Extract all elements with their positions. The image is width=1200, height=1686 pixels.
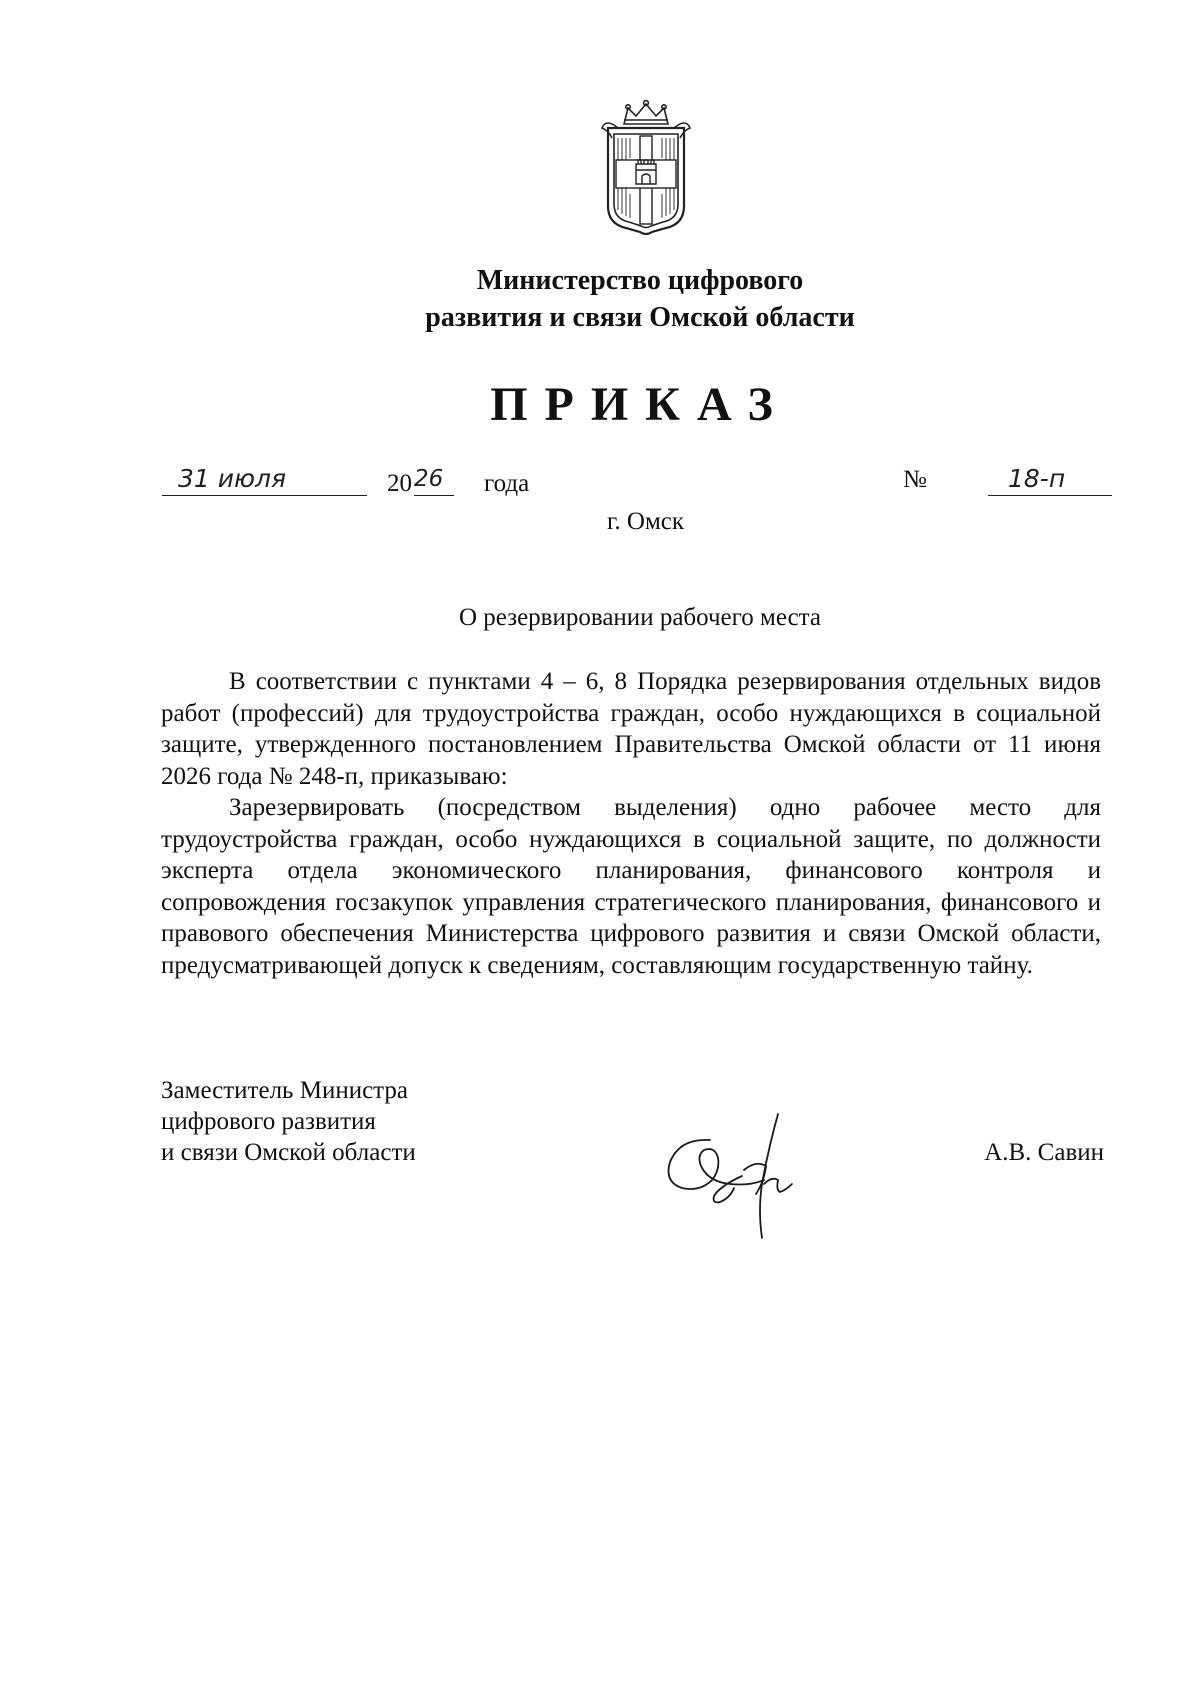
signatory-position-line-1: Заместитель Министра bbox=[161, 1077, 408, 1104]
document-type-title: ПРИКАЗ bbox=[490, 378, 790, 431]
handwritten-signature-icon bbox=[660, 1110, 810, 1240]
signatory-position bbox=[161, 1075, 416, 1168]
body-paragraph-2: Зарезервировать (посредством выделения) одно рабочее место для трудоустройства граждан, особо нуждающихся в социальной защите, по должности эксперта отдела экономического планирования, финансового контроля и сопровождения госзакупок управления стратегического планирования, финансового и правового обеспечения Министерства цифрового развития и связи Омской области, предусматривающей допуск к сведениям, составляющим государственную тайну. bbox=[161, 794, 1101, 979]
signatory-position-line-2: цифрового развития bbox=[161, 1108, 376, 1135]
handwritten-year: 26 bbox=[414, 466, 444, 492]
year-word: года bbox=[484, 470, 530, 497]
signatory-name: А.В. Савин bbox=[984, 1139, 1104, 1166]
document-subject: О резервировании рабочего места bbox=[459, 604, 821, 631]
number-sign: № bbox=[903, 466, 927, 493]
handwritten-number: 18-п bbox=[1008, 464, 1066, 493]
number-underline bbox=[988, 495, 1112, 496]
signatory-position-line-3: и связи Омской области bbox=[161, 1139, 416, 1166]
omsk-coat-of-arms-icon bbox=[596, 98, 696, 240]
date-underline bbox=[162, 495, 367, 496]
city: г. Омск bbox=[607, 508, 685, 535]
handwritten-date: 31 июля bbox=[178, 464, 287, 493]
year-underline bbox=[414, 495, 454, 496]
year-prefix: 20 bbox=[387, 470, 412, 497]
organization-line-2: развития и связи Омской области bbox=[425, 302, 855, 333]
organization-line-1: Министерство цифрового bbox=[476, 265, 804, 296]
body-paragraph-1: В соответствии с пунктами 4 – 6, 8 Порядка резервирования отдельных видов работ (профессий) для трудоустройства граждан, особо нуждающихся в социальной защите, утвержденного постановлением Правительства Омской области от 11 июня 2026 года № 248-п, приказываю: bbox=[161, 668, 1101, 790]
